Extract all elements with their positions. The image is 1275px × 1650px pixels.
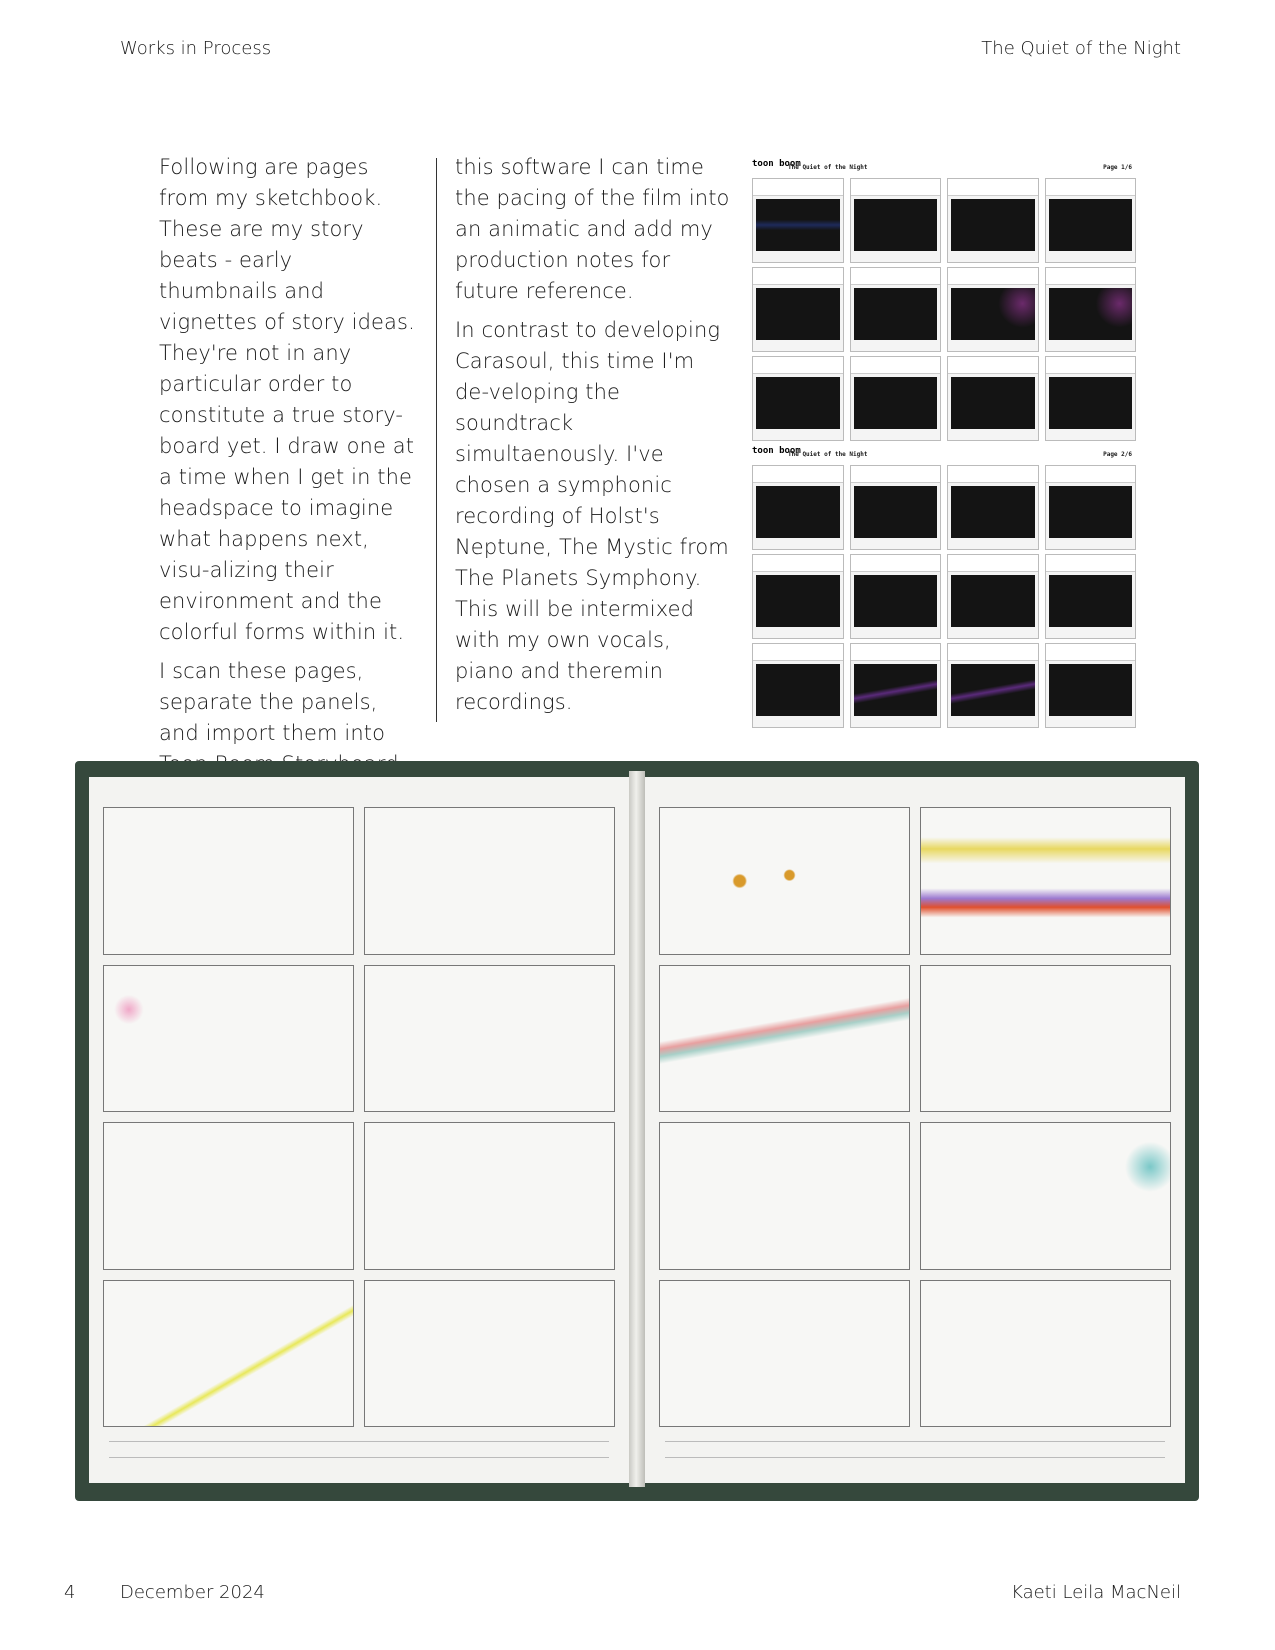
column-divider bbox=[436, 158, 437, 722]
sketch-panel bbox=[364, 1122, 615, 1270]
storyboard-panel bbox=[850, 356, 942, 441]
sketchbook-left-page bbox=[89, 777, 629, 1483]
storyboard-pages-image bbox=[752, 160, 1136, 732]
storyboard-panel bbox=[752, 267, 844, 352]
sheet-page-number: Page 1/6 bbox=[1103, 164, 1132, 171]
storyboard-panel bbox=[752, 465, 844, 550]
paragraph: Following are pages from my sketchbook. These are my story beats - early thumbnails and vignettes of story ideas. They're not in any particular order to constitute a true story-board yet. I draw one at a time when I get in the headspace to imagine what happens next, visu-alizing their environment and the colorful forms within it. bbox=[159, 155, 415, 644]
storyboard-sheet-2 bbox=[752, 447, 1136, 732]
sketch-panel bbox=[103, 807, 354, 955]
storyboard-panel bbox=[947, 643, 1039, 728]
sketch-panel bbox=[103, 965, 354, 1113]
storyboard-panel bbox=[947, 178, 1039, 263]
sketchbook-right-page bbox=[645, 777, 1185, 1483]
sketch-panel bbox=[659, 1122, 910, 1270]
storyboard-panel bbox=[1045, 356, 1137, 441]
text-column-2 bbox=[455, 152, 730, 726]
storyboard-panel bbox=[850, 554, 942, 639]
running-header-section: Works in Process bbox=[120, 38, 272, 59]
storyboard-panel bbox=[1045, 465, 1137, 550]
sheet-page-number: Page 2/6 bbox=[1103, 451, 1132, 458]
toon-boom-logo: toon boom bbox=[752, 159, 801, 169]
issue-date: December 2024 bbox=[120, 1582, 265, 1603]
storyboard-panel bbox=[1045, 267, 1137, 352]
sketchbook-photo bbox=[75, 761, 1199, 1501]
storyboard-panel bbox=[850, 643, 942, 728]
sketch-panel bbox=[659, 965, 910, 1113]
storyboard-panel bbox=[752, 643, 844, 728]
toon-boom-logo: toon boom bbox=[752, 446, 801, 456]
sketch-panel bbox=[920, 1122, 1171, 1270]
author-name: Kaeti Leila MacNeil bbox=[1011, 1582, 1181, 1603]
storyboard-panel bbox=[1045, 554, 1137, 639]
storyboard-panel bbox=[947, 554, 1039, 639]
sketch-panel bbox=[920, 807, 1171, 955]
sketch-panel bbox=[103, 1280, 354, 1428]
storyboard-sheet-1 bbox=[752, 160, 1136, 445]
storyboard-panel bbox=[850, 178, 942, 263]
sheet-title: The Quiet of the Night bbox=[788, 451, 868, 458]
page-number: 4 bbox=[64, 1582, 76, 1603]
storyboard-panel bbox=[1045, 643, 1137, 728]
storyboard-panel bbox=[752, 178, 844, 263]
paragraph: this software I can time the pacing of the film into an animatic and add my production notes for future reference. bbox=[455, 155, 730, 303]
book-gutter bbox=[629, 771, 645, 1487]
running-header-title: The Quiet of the Night bbox=[981, 38, 1181, 59]
storyboard-panel bbox=[1045, 178, 1137, 263]
sketch-panel bbox=[659, 1280, 910, 1428]
storyboard-panel bbox=[947, 356, 1039, 441]
storyboard-panel bbox=[947, 267, 1039, 352]
paragraph: In contrast to developing Carasoul, this time I'm de-veloping the soundtrack simultaenously. I've chosen a symphonic recording of Holst's Neptune, The Mystic from The Planets Symphony. This will be intermixed with my own vocals, piano and theremin recordings. bbox=[455, 318, 729, 714]
storyboard-panel bbox=[947, 465, 1039, 550]
sketch-panel bbox=[364, 807, 615, 955]
storyboard-panel bbox=[850, 267, 942, 352]
storyboard-panel bbox=[752, 356, 844, 441]
sheet-title: The Quiet of the Night bbox=[788, 164, 868, 171]
sketch-panel bbox=[920, 1280, 1171, 1428]
paragraph: I scan these pages, separate the panels, and import them into bbox=[159, 659, 386, 745]
sketch-panel bbox=[920, 965, 1171, 1113]
sketch-panel bbox=[364, 1280, 615, 1428]
sketch-panel bbox=[659, 807, 910, 955]
storyboard-panel bbox=[752, 554, 844, 639]
sketch-panel bbox=[103, 1122, 354, 1270]
text-column-1 bbox=[159, 152, 417, 819]
storyboard-panel bbox=[850, 465, 942, 550]
sketch-panel bbox=[364, 965, 615, 1113]
